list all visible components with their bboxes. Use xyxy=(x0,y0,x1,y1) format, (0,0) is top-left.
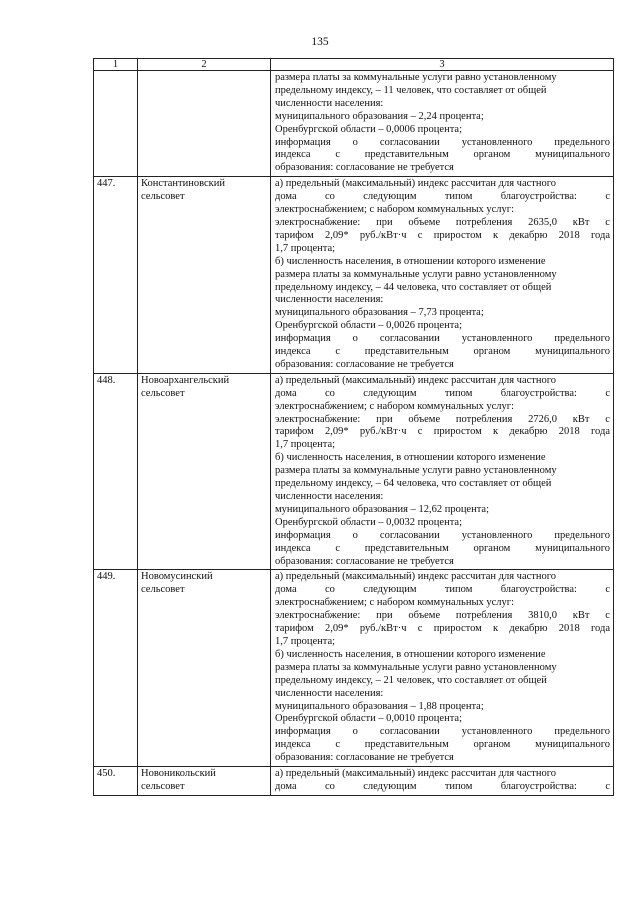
municipality-name xyxy=(138,570,271,767)
description-line: дома со следующим типом благоустройства: с xyxy=(275,584,610,596)
description-line: предельному индексу, – 44 человека, что составляет от общей xyxy=(275,281,552,293)
column-header-2: 2 xyxy=(138,59,271,71)
description-line: предельному индексу, – 11 человек, что составляет от общей xyxy=(275,84,547,96)
description-line: а) предельный (максимальный) индекс рассчитан для частного xyxy=(275,768,557,780)
description-line: дома со следующим типом благоустройства: с xyxy=(275,191,610,203)
description-line: электроснабжением; с набором коммунальных услуг: xyxy=(275,597,514,609)
description-line: тарифом 2,09* руб./кВт·ч с приростом к декабрю 2018 года xyxy=(275,229,610,241)
description-line: численности населения: xyxy=(275,491,384,502)
table-row xyxy=(94,767,614,796)
description-line: информация о согласовании установленного предельного xyxy=(275,136,610,148)
description-line: размера платы за коммунальные услуги равно установленному xyxy=(275,72,557,83)
description-line: предельному индексу, – 64 человека, что составляет от общей xyxy=(275,478,552,490)
description-line: индекса с представительным органом муниципального xyxy=(275,149,610,161)
description-line: индекса с представительным органом муниципального xyxy=(275,739,610,751)
description-line: дома со следующим типом благоустройства: с xyxy=(275,387,610,399)
row-number: 447. xyxy=(94,177,138,374)
description-line: 1,7 процента; xyxy=(275,242,336,254)
description-line: а) предельный (максимальный) индекс рассчитан для частного xyxy=(275,571,557,583)
description-line: а) предельный (максимальный) индекс рассчитан для частного xyxy=(275,374,557,386)
municipality-name xyxy=(138,767,271,796)
table-row xyxy=(94,71,614,177)
description-line: муниципального образования – 2,24 процента; xyxy=(275,110,484,122)
description-line: тарифом 2,09* руб./кВт·ч с приростом к декабрю 2018 года xyxy=(275,623,610,635)
municipality-name-line: сельсовет xyxy=(141,584,185,596)
description-line: электроснабжение: при объеме потребления 2635,0 кВт с xyxy=(275,216,610,228)
description-line: образования: согласование не требуется xyxy=(275,752,454,764)
table-header-row xyxy=(94,59,614,71)
index-description xyxy=(271,177,614,374)
row-number: 449. xyxy=(94,570,138,767)
description-line: Оренбургской области – 0,0006 процента; xyxy=(275,123,462,135)
description-line: б) численность населения, в отношении которого изменение xyxy=(275,255,546,267)
description-line: тарифом 2,09* руб./кВт·ч с приростом к декабрю 2018 года xyxy=(275,426,610,438)
description-line: муниципального образования – 1,88 процента; xyxy=(275,700,484,712)
municipality-name-line: сельсовет xyxy=(141,387,185,399)
description-line: 1,7 процента; xyxy=(275,635,336,647)
description-line: размера платы за коммунальные услуги равно установленному xyxy=(275,465,557,477)
page-number: 135 xyxy=(311,36,329,48)
column-header-1: 1 xyxy=(94,59,138,71)
row-number: 450. xyxy=(94,767,138,796)
description-line: размера платы за коммунальные услуги равно установленному xyxy=(275,661,557,673)
description-line: б) численность населения, в отношении которого изменение xyxy=(275,648,546,660)
description-line: муниципального образования – 12,62 процента; xyxy=(275,503,490,515)
index-description xyxy=(271,570,614,767)
table-row xyxy=(94,373,614,570)
description-line: предельному индексу, – 21 человек, что составляет от общей xyxy=(275,674,547,686)
description-line: информация о согласовании установленного предельного xyxy=(275,333,610,345)
municipality-name-line: Новоархангельский xyxy=(141,374,230,386)
index-description xyxy=(271,71,614,177)
municipality-name-line: сельсовет xyxy=(141,780,185,792)
description-line: образования: согласование не требуется xyxy=(275,358,454,370)
description-line: образования: согласование не требуется xyxy=(275,162,454,174)
description-line: Оренбургской области – 0,0026 процента; xyxy=(275,320,462,332)
description-line: индекса с представительным органом муниципального xyxy=(275,542,610,554)
description-line: 1,7 процента; xyxy=(275,439,336,451)
municipality-name xyxy=(138,177,271,374)
description-line: численности населения: xyxy=(275,97,384,109)
description-line: численности населения: xyxy=(275,687,384,699)
municipal-index-table xyxy=(93,58,614,796)
description-line: информация о согласовании установленного предельного xyxy=(275,529,610,541)
description-line: Оренбургской области – 0,0032 процента; xyxy=(275,516,462,528)
index-description xyxy=(271,373,614,570)
description-line: образования: согласование не требуется xyxy=(275,555,454,567)
municipality-name xyxy=(138,71,271,177)
description-line: а) предельный (максимальный) индекс рассчитан для частного xyxy=(275,178,557,190)
row-number xyxy=(94,71,138,177)
municipality-name-line: Константиновский xyxy=(141,178,225,190)
description-line: численности населения: xyxy=(275,294,384,306)
column-header-3: 3 xyxy=(271,59,614,71)
description-line: электроснабжение: при объеме потребления 3810,0 кВт с xyxy=(275,610,610,622)
row-number: 448. xyxy=(94,373,138,570)
municipality-name-line: сельсовет xyxy=(141,191,185,203)
description-line: индекса с представительным органом муниципального xyxy=(275,346,610,358)
municipality-name-line: Новоникольский xyxy=(141,768,216,780)
municipality-name xyxy=(138,373,271,570)
description-line: электроснабжение: при объеме потребления 2726,0 кВт с xyxy=(275,413,610,425)
table-row xyxy=(94,177,614,374)
description-line: Оренбургской области – 0,0010 процента; xyxy=(275,713,462,725)
description-line: размера платы за коммунальные услуги равно установленному xyxy=(275,268,557,280)
index-description xyxy=(271,767,614,796)
description-line: б) численность населения, в отношении которого изменение xyxy=(275,452,546,464)
municipality-name-line: Новомусинский xyxy=(141,571,213,583)
description-line: электроснабжением; с набором коммунальных услуг: xyxy=(275,204,514,216)
table-row xyxy=(94,570,614,767)
description-line: электроснабжением; с набором коммунальных услуг: xyxy=(275,400,514,412)
description-line: муниципального образования – 7,73 процента; xyxy=(275,307,484,319)
description-line: дома со следующим типом благоустройства: с xyxy=(275,780,610,792)
description-line: информация о согласовании установленного предельного xyxy=(275,726,610,738)
